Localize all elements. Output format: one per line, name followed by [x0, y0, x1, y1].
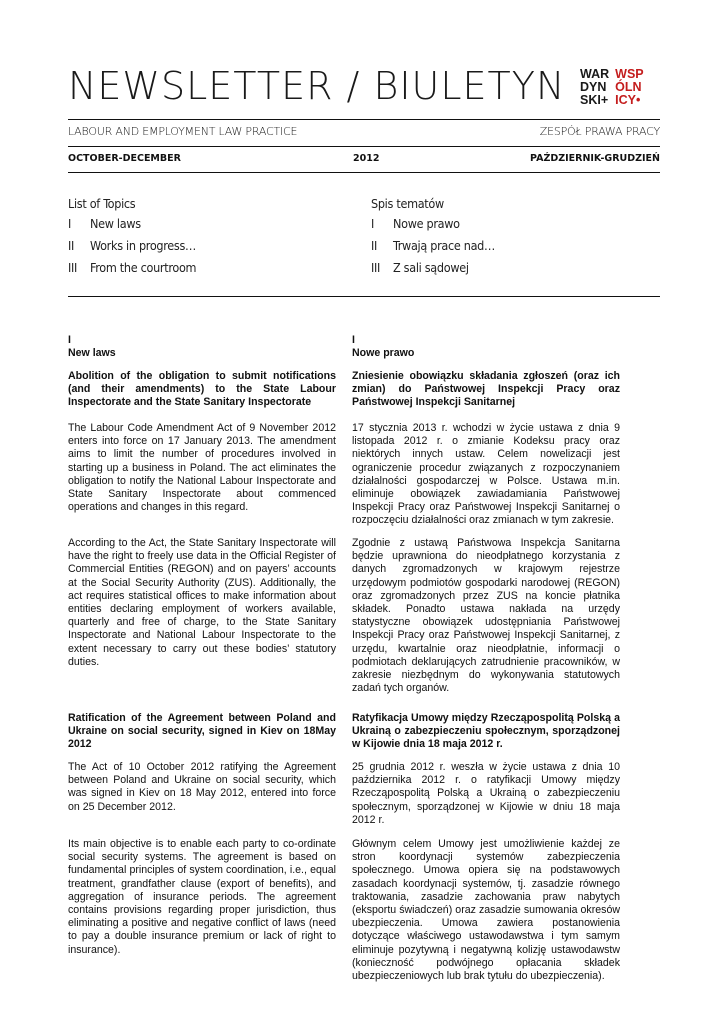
toc-item-number: II	[68, 238, 75, 253]
firm-logo	[580, 68, 644, 107]
article-1-paragraph-1-pl: 17 stycznia 2013 r. wchodzi w życie ustawa z dnia 9 listopada 2012 r. o zmianie Kodeksu pracy oraz niektórych innych ustaw. Celem nowelizacji jest ograniczenie procedur związanych z rozpoczynaniem działalności gospodarczej w Polsce. Ustawa m.in. eliminuje obowiązek zawiadamiania Państwowej Inspekcji Pracy oraz Państwowej Inspekcji Sanitarnej o rozpoczęciu działalności oraz zmianach w tym zakresie.	[352, 422, 620, 527]
header-divider	[68, 146, 660, 147]
toc-item-label: From the courtroom	[90, 260, 197, 275]
article-2-paragraph-2-en: Its main objective is to enable each party to co-ordinate social security systems. The agreement is based on fundamental principles of system coordination, i.e., equal treatment, grandfather clause (export of benefits), and aggregation of insurance periods. The agreement contains provisions regarding proper jurisdiction, thus eliminating a positive and negative conflict of laws (need to pay a double insurance premium or lack of right to insurance).	[68, 838, 336, 956]
toc-title: Spis tematów	[371, 196, 444, 211]
toc-item[interactable]	[371, 238, 495, 260]
toc-item[interactable]	[371, 216, 495, 238]
section-title: New laws	[68, 347, 116, 360]
toc-item-number: II	[371, 238, 378, 253]
newsletter-title: NEWSLETTER / BIULETYN	[68, 64, 566, 108]
article-1-title-pl: Zniesienie obowiązku składania zgłoszeń (oraz ich zmian) do Państwowej Inspekcji Pracy oraz Państwowej Inspekcji Sanitarnej	[352, 370, 620, 409]
logo-text: WSP	[615, 67, 644, 81]
toc-item-label: Trwają prace nad…	[393, 238, 495, 253]
logo-text: SKI+	[580, 93, 609, 107]
issue-year: 2012	[353, 153, 380, 164]
toc-item-label: Nowe prawo	[393, 216, 460, 231]
logo-text: DYN	[580, 80, 607, 94]
practice-name-en: LABOUR AND EMPLOYMENT LAW PRACTICE	[68, 125, 298, 138]
practice-name-pl: ZESPÓŁ PRAWA PRACY	[539, 125, 660, 138]
toc-item-number: I	[371, 216, 375, 231]
article-2-title-en: Ratification of the Agreement between Poland and Ukraine on social security, signed in Kiev on 18May 2012	[68, 712, 336, 751]
section-number: I	[352, 334, 355, 346]
logo-text: ÓLN	[615, 80, 642, 94]
toc-english	[68, 196, 196, 282]
header-divider	[68, 119, 660, 120]
article-2-title-pl: Ratyfikacja Umowy między Rzecząpospolitą Polską a Ukrainą o zabezpieczeniu społecznym, sporządzonej w Kijowie dnia 18 maja 2012 r.	[352, 712, 620, 751]
article-1-paragraph-2-en: According to the Act, the State Sanitary Inspectorate will have the right to freely use data in the Official Register of Commercial Entities (REGON) and on payers’ accounts at the Social Security Authority (ZUS). Additionally, the act requires statistical offices to make information about entities declaring employment of workers available, quarterly and free of charge, to the State Sanitary Inspectorate and National Labour Inspectorate to the extent necessary to carry out these bodies’ statutory duties.	[68, 537, 336, 668]
toc-item[interactable]	[68, 238, 196, 260]
toc-item[interactable]	[68, 260, 196, 282]
period-row	[68, 153, 660, 164]
section-heading-pl	[352, 334, 620, 360]
logo-column-right	[615, 68, 643, 107]
logo-column-left	[580, 68, 609, 107]
header-divider	[68, 172, 660, 173]
toc-item-number: I	[68, 216, 72, 231]
toc-item[interactable]	[371, 260, 495, 282]
article-1-title-en: Abolition of the obligation to submit notifications (and their amendments) to the State Labour Inspectorate and the State Sanitary Inspectorate	[68, 370, 336, 409]
toc-polish	[371, 196, 495, 282]
article-2-paragraph-2-pl: Głównym celem Umowy jest umożliwienie każdej ze stron koordynacji systemów zabezpieczenia społecznego. Umowa opiera się na podstawowych zasadach koordynacji systemów, tj. zasadzie równego traktowania, zasadzie zachowania praw nabytych (eksportu świadczeń) oraz zasadzie sumowania okresów ubezpieczenia. Umowa zawiera postanowienia dotyczące właściwego ustawodawstwa i tym samym eliminuje pozytywną i negatywną kolizję ustawodawstw (konieczność podwójnego opłacania składek ubezpieczeniowych lub brak tytułu do ubezpieczenia).	[352, 838, 620, 983]
toc-item-label: New laws	[90, 216, 141, 231]
toc-item-label: Works in progress…	[90, 238, 196, 253]
period-pl: PAŹDZIERNIK-GRUDZIEŃ	[530, 153, 660, 164]
section-number: I	[68, 334, 71, 346]
toc-item-number: III	[68, 260, 78, 275]
article-1-paragraph-1-en: The Labour Code Amendment Act of 9 November 2012 enters into force on 17 January 2013. The amendment aims to limit the number of procedures involved in starting up a business in Poland. The act eliminates the obligation to notify the National Labour Inspectorate and State Sanitary Inspectorate about commenced operations and changes in this regard.	[68, 422, 336, 514]
toc-title: List of Topics	[68, 196, 136, 211]
logo-text: WAR	[580, 67, 610, 81]
section-heading-en	[68, 334, 336, 360]
toc-item-number: III	[371, 260, 381, 275]
article-2-paragraph-1-pl: 25 grudnia 2012 r. weszła w życie ustawa z dnia 10 października 2012 r. o ratyfikacji Umowy między Rzecząpospolitą Polską a Ukrainą o zabezpieczeniu społecznym, sporządzonej w Kijowie w dniu 18 maja 2012 r.	[352, 761, 620, 826]
article-1-paragraph-2-pl: Zgodnie z ustawą Państwowa Inspekcja Sanitarna będzie uprawniona do nieodpłatnego korzystania z danych zgromadzonych w krajowym rejestrze urzędowym podmiotów gospodarki narodowej (REGON) oraz zgromadzonych przez ZUS na koncie płatnika składek. Ponadto ustawa nakłada na urzędy statystyczne obowiązek udostępniania Państwowej Inspekcji Pracy oraz Państwowej Inspekcji Sanitarnej, z urzędu, kwartalnie oraz nieodpłatnie, informacji o podmiotach deklarujących zatrudnienie pracowników, w zakresie niezbędnym do wykonywania statutowych zadań tych organów.	[352, 537, 620, 695]
article-2-paragraph-1-en: The Act of 10 October 2012 ratifying the Agreement between Poland and Ukraine on social security, which was signed in Kiev on 18 May 2012, entered into force on 25 December 2012.	[68, 761, 336, 813]
logo-text: ICY•	[615, 93, 641, 107]
toc-item[interactable]	[68, 216, 196, 238]
section-title: Nowe prawo	[352, 347, 415, 360]
toc-item-label: Z sali sądowej	[393, 260, 469, 275]
period-en: OCTOBER-DECEMBER	[68, 153, 181, 164]
practice-row	[68, 125, 660, 138]
toc-divider	[68, 296, 660, 297]
